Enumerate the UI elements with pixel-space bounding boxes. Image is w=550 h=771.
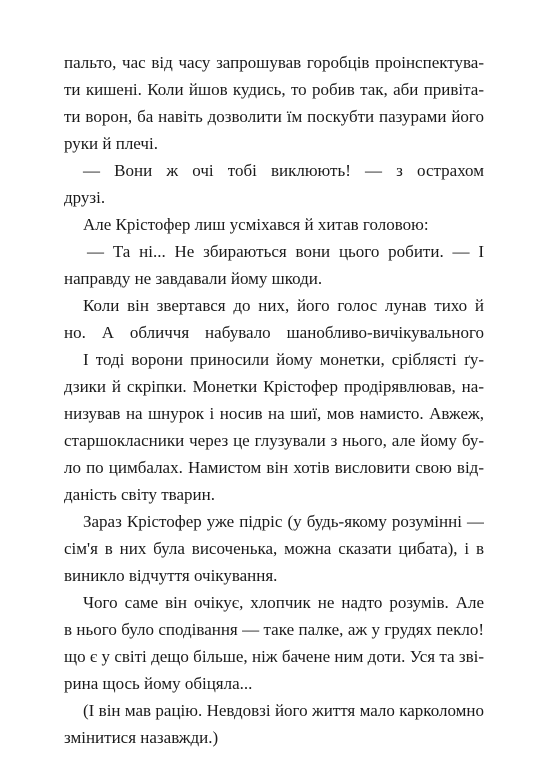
text-line: пальто, час від часу запрошував горобців проінспектува- bbox=[64, 53, 484, 72]
text-line: руки й плечі. bbox=[64, 134, 158, 153]
text-line: Чого саме він очікує, хлопчик не надто розумів. Але bbox=[83, 593, 484, 612]
text-line: І тоді ворони приносили йому монетки, сріблясті ґу- bbox=[83, 350, 484, 369]
text-line: Коли він звертався до них, його голос лунав тихо й bbox=[83, 296, 484, 315]
text-line: виникло відчуття очікування. bbox=[64, 566, 278, 585]
text-line: ти ворон, ба навіть дозволити їм поскубти пазурами його bbox=[64, 107, 484, 126]
text-line: (І він мав рацію. Невдовзі його життя мало карколомно bbox=[83, 701, 484, 720]
text-line: дзики й скріпки. Монетки Крістофер продірявлював, на- bbox=[64, 377, 484, 396]
text-line: направду не завдавали йому шкоди. bbox=[64, 269, 323, 288]
text-line: но. А обличчя набувало шанобливо-вичікувального bbox=[64, 323, 484, 342]
text-line: змінитися назавжди.) bbox=[64, 728, 219, 747]
text-line: даність світу тварин. bbox=[64, 485, 215, 504]
text-line: в нього було сподівання — таке палке, аж у грудях пекло! bbox=[64, 620, 484, 639]
text-line: — Та ні... Не збираються вони цього робити. — І bbox=[87, 242, 484, 261]
text-line: — Вони ж очі тобі виклюють! — з острахом bbox=[83, 161, 484, 180]
text-line: рина щось йому обіцяла... bbox=[64, 674, 253, 693]
text-line: Але Крістофер лиш усміхався й хитав головою: bbox=[83, 215, 429, 234]
body-text bbox=[64, 49, 484, 751]
text-line: що є у світі дещо більше, ніж бачене ним доти. Уся та зві- bbox=[64, 647, 484, 666]
text-line: Зараз Крістофер уже підріс (у будь-якому розумінні — bbox=[83, 512, 484, 531]
text-line: ти кишені. Коли йшов кудись, то робив так, аби привіта- bbox=[64, 80, 484, 99]
text-line: старшокласники через це глузували з нього, але йому бу- bbox=[64, 431, 484, 450]
text-line: низував на шнурок і носив на шиї, мов намисто. Авжеж, bbox=[64, 404, 484, 423]
text-line: друзі. bbox=[64, 188, 106, 207]
text-line: сім'я в них була височенька, можна сказати цибата), і в bbox=[64, 539, 484, 558]
text-line: ло по цимбалах. Намистом він хотів висловити свою від- bbox=[64, 458, 484, 477]
